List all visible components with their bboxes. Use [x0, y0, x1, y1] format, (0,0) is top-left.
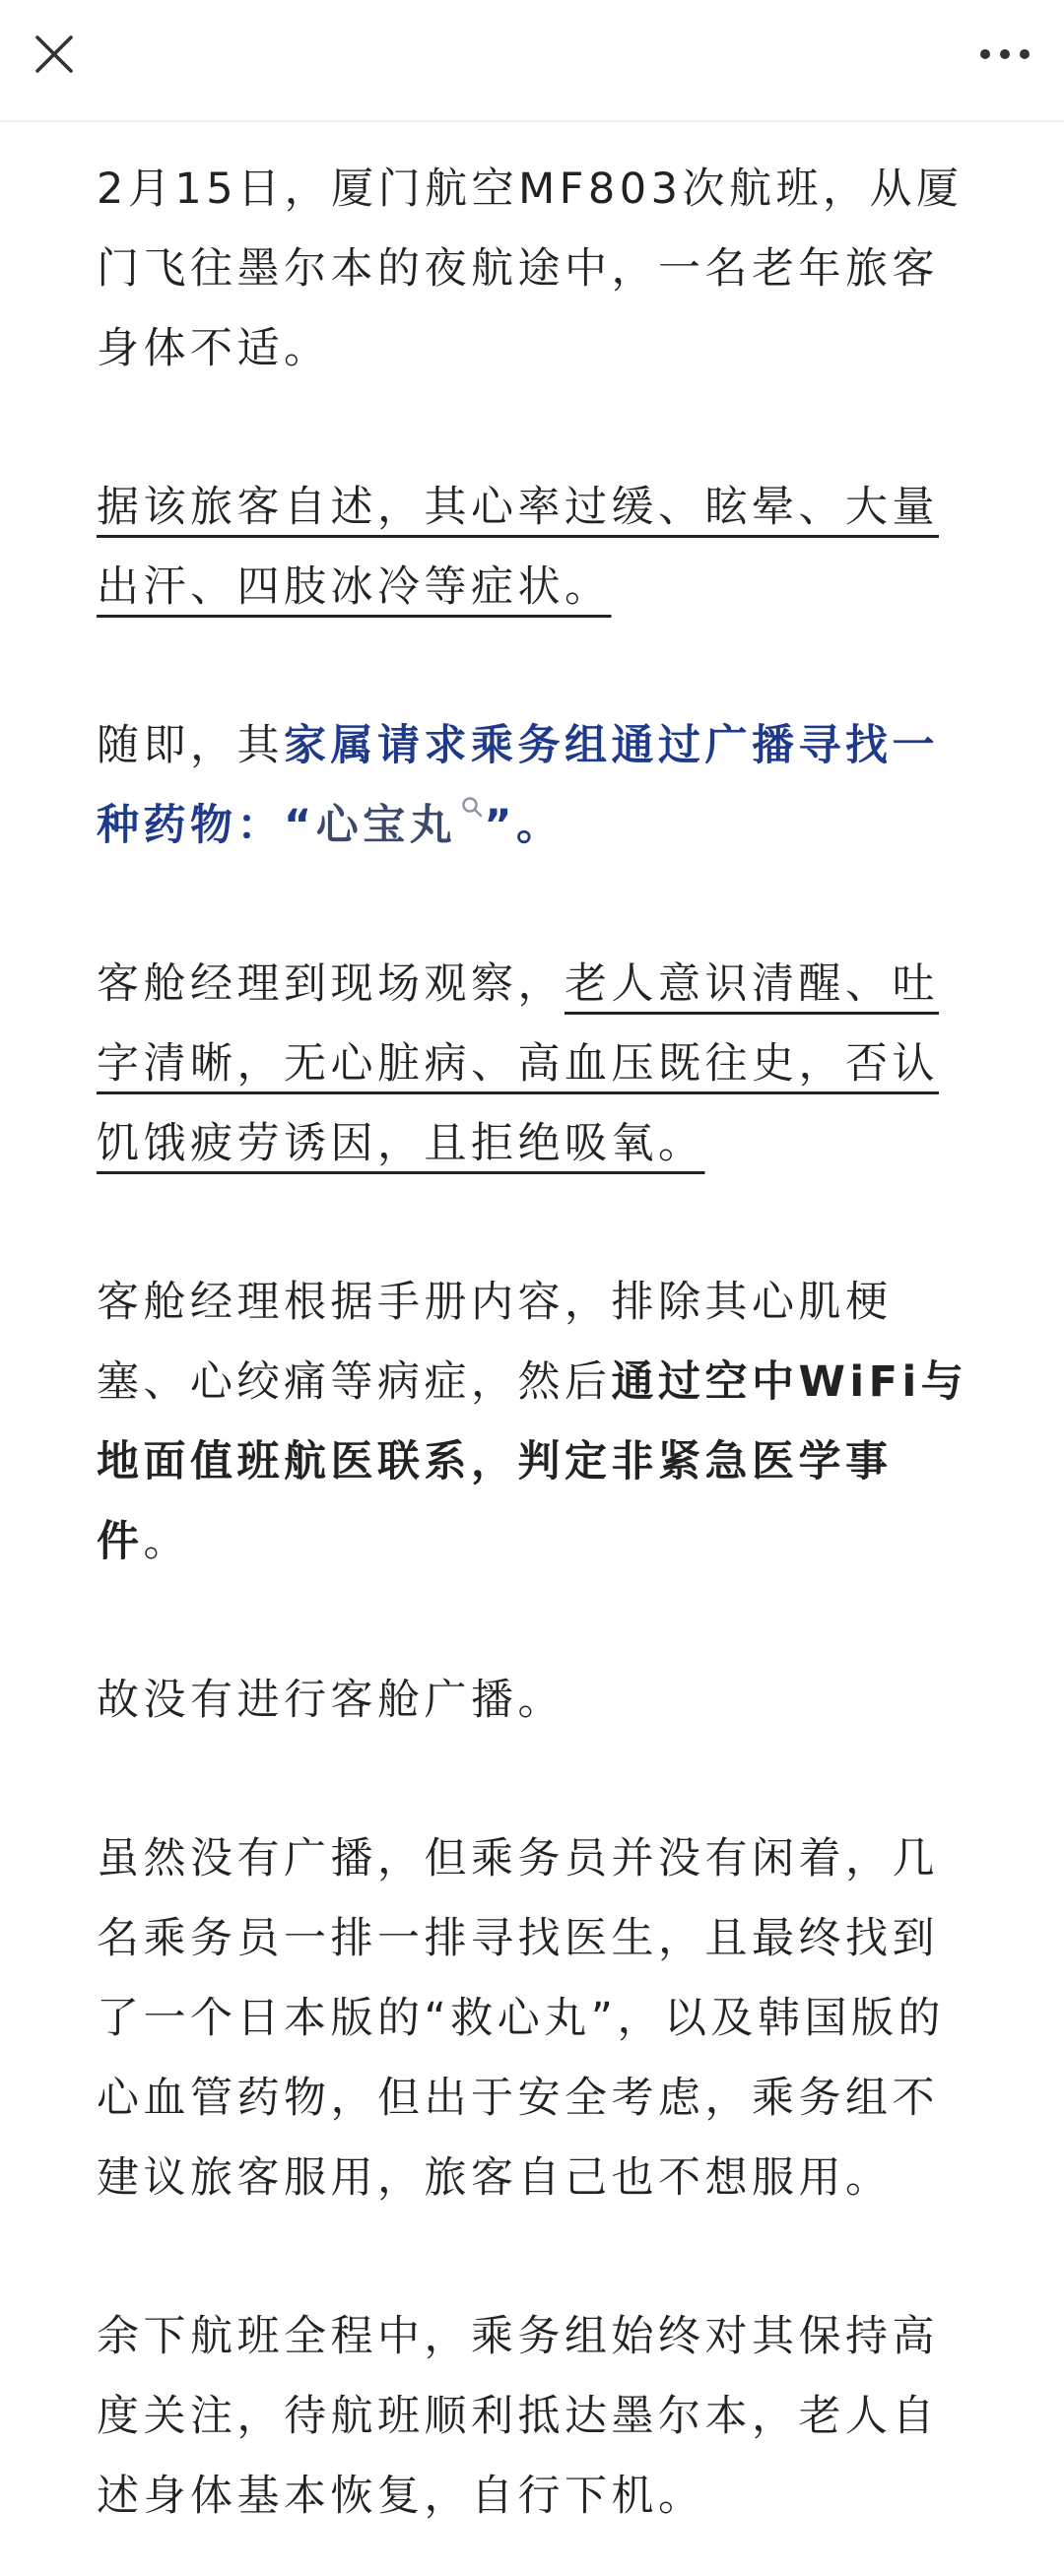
- paragraph-3-suffix: ”。: [484, 801, 564, 850]
- paragraph-2: [97, 468, 973, 627]
- top-bar: [0, 0, 1064, 122]
- article-body: [97, 150, 973, 2576]
- paragraph-3-prefix: 随即，其: [97, 721, 284, 770]
- paragraph-7: [97, 1819, 973, 2218]
- paragraph-4-underlined-text: 老人意识清醒、吐字清晰，无心脏病、高血压既往史，否认饥饿疲劳诱因，且拒绝吸氧。: [97, 959, 939, 1168]
- search-icon[interactable]: [460, 795, 484, 819]
- more-options-button[interactable]: [967, 22, 1042, 87]
- paragraph-3: [97, 706, 973, 866]
- paragraph-5-bold: 通过空中WiFi与地面值班航医联系，判定非紧急医学事件: [97, 1357, 968, 1566]
- paragraph-4: [97, 945, 973, 1184]
- paragraph-6-text: 故没有进行客舱广播。: [97, 1676, 565, 1725]
- paragraph-7-text: 虽然没有广播，但乘务员并没有闲着，几名乘务员一排一排寻找医生，且最终找到了一个日本版的“救心丸”，以及韩国版的心血管药物，但出于安全考虑，乘务组不建议旅客服用，旅客自己也不想服用。: [97, 1834, 946, 2203]
- paragraph-5: [97, 1263, 973, 1582]
- paragraph-3-highlight: 家属请求乘务组通过广播寻找一种药物：“: [97, 721, 939, 850]
- bottom-edge: [0, 2522, 1064, 2576]
- paragraph-8: [97, 2297, 973, 2537]
- paragraph-1: [97, 150, 973, 389]
- paragraph-8-text: 余下航班全程中，乘务组始终对其保持高度关注，待航班顺利抵达墨尔本，老人自述身体基本恢复，自行下机。: [97, 2312, 939, 2521]
- more-horizontal-icon: [979, 48, 1031, 60]
- close-icon: [34, 34, 74, 74]
- medicine-search-link[interactable]: 心宝丸: [315, 801, 457, 850]
- close-button[interactable]: [22, 22, 87, 87]
- paragraph-5-prefix: 客舱经理根据手册内容，排除其心肌梗塞、心绞痛等病症，然后: [97, 1278, 893, 1407]
- paragraph-1-text: 2月15日，厦门航空MF803次航班，从厦门飞往墨尔本的夜航途中，一名老年旅客身体不适。: [97, 165, 964, 373]
- paragraph-5-suffix: 。: [143, 1517, 190, 1566]
- paragraph-2-underlined-text: 据该旅客自述，其心率过缓、眩晕、大量出汗、四肢冰冷等症状。: [97, 483, 939, 612]
- paragraph-4-prefix: 客舱经理到现场观察，: [97, 959, 565, 1009]
- paragraph-6: [97, 1661, 973, 1741]
